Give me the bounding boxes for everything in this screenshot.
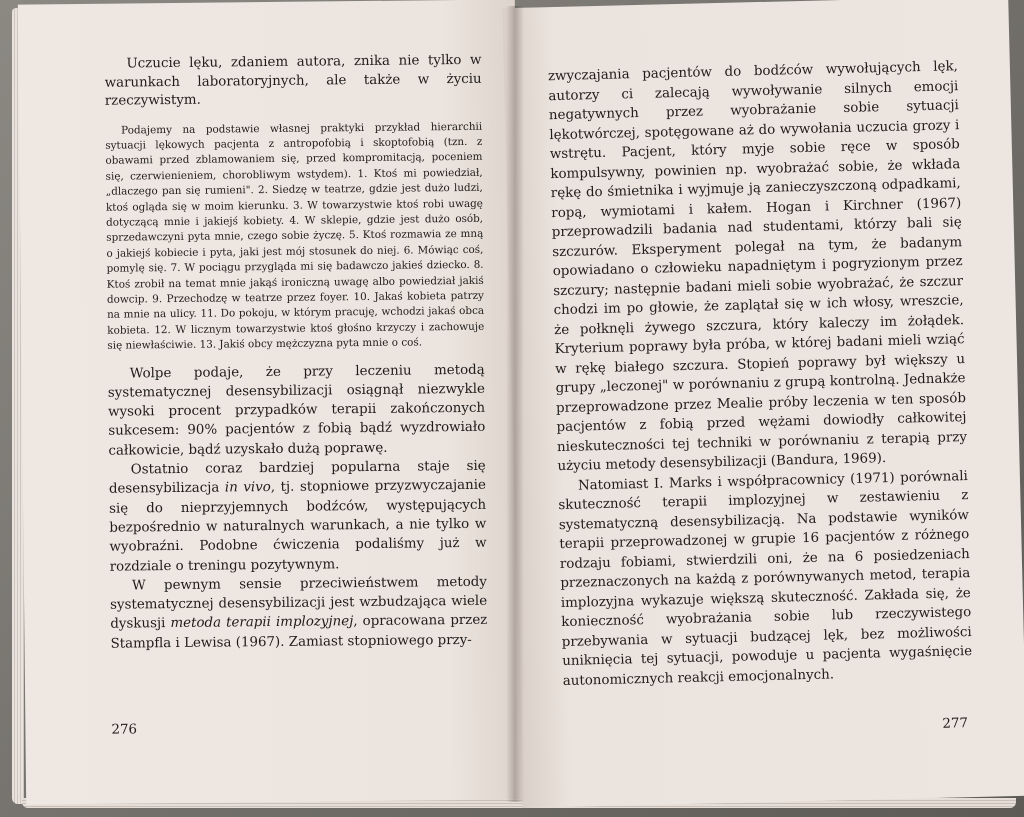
page-number-right: 277 (942, 716, 969, 732)
implosive-text-after: , opracowana przez Stampfla i Lewisa (1967). Zamiast stopniowego przy- (110, 613, 488, 652)
open-book (12, 2, 1020, 810)
implosive-paragraph (110, 573, 488, 654)
in-vivo-text-before: Ostatnio coraz bardziej popularna staje się desensybilizacja (108, 458, 486, 498)
left-page (18, 0, 523, 805)
in-vivo-text-after: , tj. stopniowe przyzwyczajanie się do nieprzyjemnych bodźców, występujących bezpośrednio w naturalnych warunkach, a nie tylko w wyobraźni. Podobne ćwiczenia podaliśmy już w rozdziale o treningu pozytywnym. (109, 478, 487, 575)
in-vivo-term: in vivo (224, 480, 271, 496)
in-vivo-paragraph (109, 457, 487, 577)
page-number-left: 276 (111, 722, 138, 738)
hogan-kirchner-paragraph: zwyczajania pacjentów do bodźców wywołujących lęk, autorzy ci zalecają wywoływanie silnych emocji negatywnych przez wyobrażanie sobie sytuacji lękotwórczej, spotęgowane aż do wywołania uczucia grozy i wstrętu. Pacjent, który myje sobie ręce w sposób kompulsywny, powinien np. wyobrażać sobie, że wkłada rękę do śmietnika i wyjmuje ją zanieczyszczoną odpadkami, ropą, wymiotami i kałem. Hogan i Kirchner (1967) przeprowadzili badania nad studentami, którzy bali się szczurów. Eksperyment polegał na tym, że badanym opowiadano o człowieku napadniętym i pogryzionym przez szczury; następnie badani mieli sobie wyobrażać, że szczur chodzi im po głowie, że zaplątał się w ich włosy, wreszcie, że połknęli żywego szczura, który kaleczy im żołądek. Kryterium poprawy była próba, w której badani mieli wziąć w rękę białego szczura. Stopień poprawy był większy u grupy „leczonej" w porównaniu z grupą kontrolną. Jednakże przeprowadzone przez Mealie próby leczenia w ten sposób pacjentów z fobią przed wężami dowiodły całkowitej nieskuteczności tej techniki w porównaniu z terapią przy użyciu metody desensybilizacji (Bandura, 1969). (547, 59, 968, 475)
marks-paragraph: Natomiast I. Marks i współpracownicy (1971) porównali skuteczność terapii implozyjnej w zestawieniu z systematyczną desensybilizacją. Na podstawie wyników terapii przeprowadzonej w grupie 16 pacjentów z różnego rodzaju fobiami, stwierdzili oni, że na 6 posiedzeniach przeznaczonych na każdą z porównywanych metod, terapia implozyjna wykazuje większą skuteczność. Zakłada się, że konieczność wyobrażania sobie lub rzeczywistego przebywania w sytuacji budzącej lęk, bez możliwości uniknięcia tej sytuacji, powoduje u pacjenta wygaśnięcie autonomicznych reakcji emocjonalnych. (558, 468, 973, 689)
right-page (502, 0, 1024, 808)
implosive-text-before: W pewnym sensie przeciwieństwem metody systematycznej desensybilizacji jest wzbudzająca wiele dyskusji (110, 574, 488, 633)
implosive-term: metoda terapii implozyjnej (170, 614, 354, 632)
wolpe-paragraph: Wolpe podaje, że przy leczeniu metodą systematycznej desensybilizacji osiągnął niezwykle wysoki procent przypadków terapii zakończonych sukcesem: 90% pacjentów z fobią bądź wyzdrowiało całkowicie, bądź uzyskało dużą poprawę. (107, 362, 486, 459)
book-gutter (506, 6, 524, 802)
intro-paragraph: Uczucie lęku, zdaniem autora, znika nie tylko w warunkach laboratoryjnych, ale także w życiu rzeczywistym. (104, 52, 482, 109)
example-paragraph: Podajemy na podstawie własnej praktyki przykład hierarchii sytuacji lękowych pacjenta z antropofobią i skoptofobią (tzn. z obawami przed zblamowaniem się, przed kompromitacją, poceniem się, czerwienieniem, chorobliwym wstydem). 1. Ktoś mi powiedział, „dlaczego pan się rumieni". 2. Siedzę w teatrze, gdzie jest dużo ludzi, ktoś ogląda się w moim kierunku. 3. W towarzystwie ktoś robi uwagę dotyczącą mnie i jakiejś kobiety. 4. W sklepie, gdzie jest dużo osób, sprzedawczyni pyta mnie, czego sobie życzę. 5. Ktoś rozmawia ze mną o jakiejś kobiecie i pyta, jaki jest mój stosunek do niej. 6. Mówiąc coś, pomylę się. 7. W pociągu przygląda mi się badawczo jakieś dziecko. 8. Ktoś zrobił na temat mnie jakąś ironiczną uwagę albo powiedział jakiś dowcip. 9. Przechodzę w teatrze przez foyer. 10. Jakaś kobieta patrzy na mnie na ulicy. 11. Do pokoju, w którym pracuję, wchodzi jakaś obca kobieta. 12. W licznym towarzystwie ktoś głośno krzyczy i zachowuje się niewłaściwie. 13. Jakiś obcy mężczyzna pyta mnie o coś. (105, 120, 485, 352)
